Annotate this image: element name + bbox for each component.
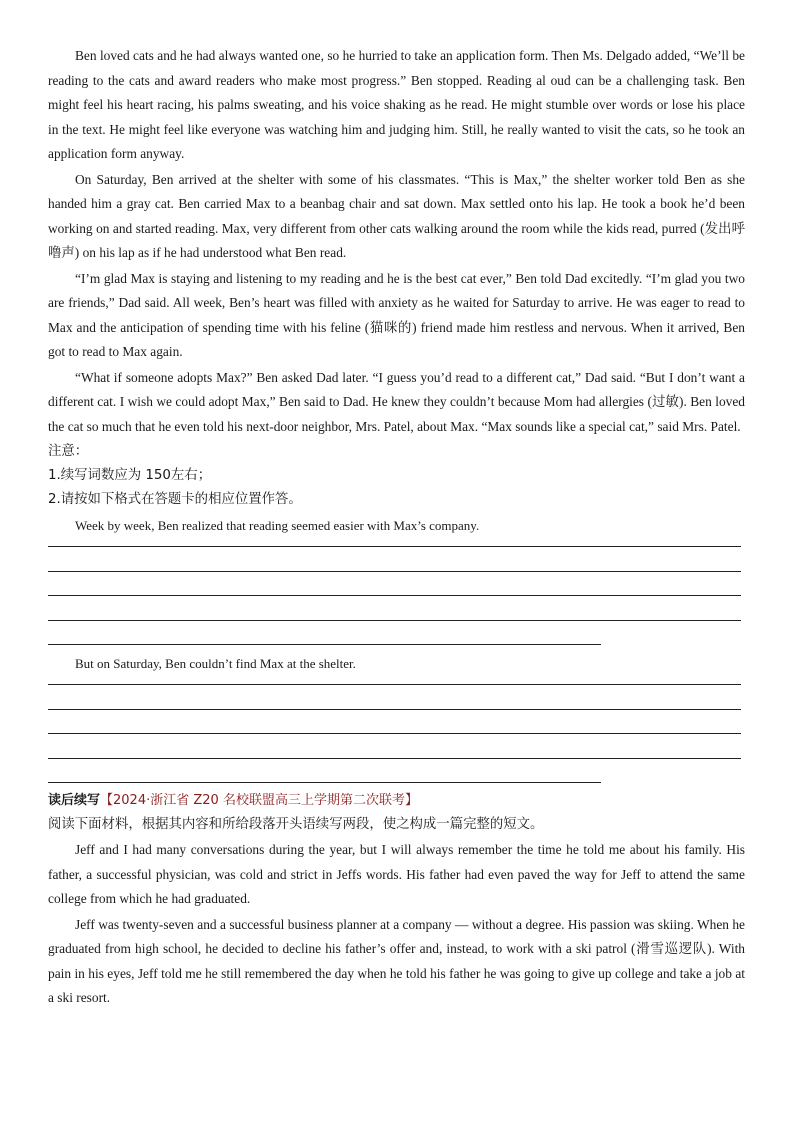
answer-lines-1 [48, 546, 745, 645]
passage-paragraph-3: “I’m glad Max is staying and listening to my reading and he is the best cat ever,” Ben told Dad excitedly. “I’m glad you two are friends,” Dad said. All week, Ben’s heart was filled with anxiety as he waited for Saturday to arrive. He was eager to read to Max and the anticipation of spending time with his feline (猫咪的) friend made him restless and nervous. When it arrived, Ben got to read to Max again. [48, 270, 745, 359]
answer-line [48, 546, 741, 547]
answer-line [48, 733, 741, 734]
note-item-format: 2.请按如下格式在答题卡的相应位置作答。 [48, 492, 302, 507]
answer-line [48, 644, 601, 645]
jeff-paragraph-2: Jeff was twenty-seven and a successful business planner at a company — without a degree. His passion was skiing. When he graduated from high school, he decided to decline his father’s offer and, instead, to work with a ski patrol (滑雪巡逻队). With pain in his eyes, Jeff told me he still remembered the day when he told his father he was going to give up college and take a job at a ski resort. [48, 916, 745, 1005]
answer-line [48, 758, 741, 759]
worksheet-page [48, 44, 745, 1012]
notes-title: 注意： [48, 444, 89, 459]
jeff-paragraph-1: Jeff and I had many conversations during the year, but I will always remember the time he told me about his family. His father, a successful physician, was cold and strict in Jeffs words. His father had even paved the way for Jeff to attend the same college from which he had graduated. [48, 842, 745, 906]
answer-line [48, 684, 741, 685]
section-instruction: 阅读下面材料，根据其内容和所给段落开头语续写两段，使之构成一篇完整的短文。 [48, 817, 544, 832]
answer-line [48, 709, 741, 710]
answer-line [48, 620, 741, 621]
passage-paragraph-4: “What if someone adopts Max?” Ben asked Dad later. “I guess you’d read to a different cat,” Dad said. “But I don’t want a different cat. I wish we could adopt Max,” Ben said to Dad. He knew they couldn’t because Mom had allergies (过敏). Ben loved the cat so much that he even told his next-door neighbor, Mrs. Patel, about Max. “Max sounds like a special cat,” said Mrs. Patel. [48, 369, 745, 434]
passage-paragraph-2: On Saturday, Ben arrived at the shelter with some of his classmates. “This is Max,” the shelter worker told Ben as she handed him a gray cat. Ben carried Max to a beanbag chair and sat down. Max settled onto his lap. He took a book he’d been working on and started reading. Max, very different from other cats walking around the room while the kids read, purred (发出呼噜声) on his lap as if he had understood what Ben read. [48, 171, 745, 260]
passage-paragraph-1: Ben loved cats and he had always wanted one, so he hurried to take an application form. Then Ms. Delgado added, “We’ll be reading to the cats and award readers who make most progress.” Ben stopped. Reading al oud can be a challenging task. Ben might feel his heart racing, his palms sweating, and his voice shaking as he read. He might stumble over words or lose his place in the text. He might feel like everyone was watching him and judging him. Still, he really wanted to visit the cats, so he took an application form anyway. [48, 48, 745, 161]
answer-line [48, 571, 741, 572]
continuation-prompt-2: But on Saturday, Ben couldn’t find Max at the shelter. [75, 656, 356, 671]
section-source: 【2024·浙江省 Z20 名校联盟高三上学期第二次联考】 [100, 793, 418, 808]
section-heading [48, 789, 745, 813]
answer-lines-2 [48, 684, 745, 783]
answer-line [48, 782, 601, 783]
answer-line [48, 595, 741, 596]
section-label: 读后续写 [48, 793, 101, 808]
continuation-prompt-1: Week by week, Ben realized that reading seemed easier with Max’s company. [75, 518, 480, 533]
note-item-word-count: 1.续写词数应为 150左右； [48, 468, 212, 483]
